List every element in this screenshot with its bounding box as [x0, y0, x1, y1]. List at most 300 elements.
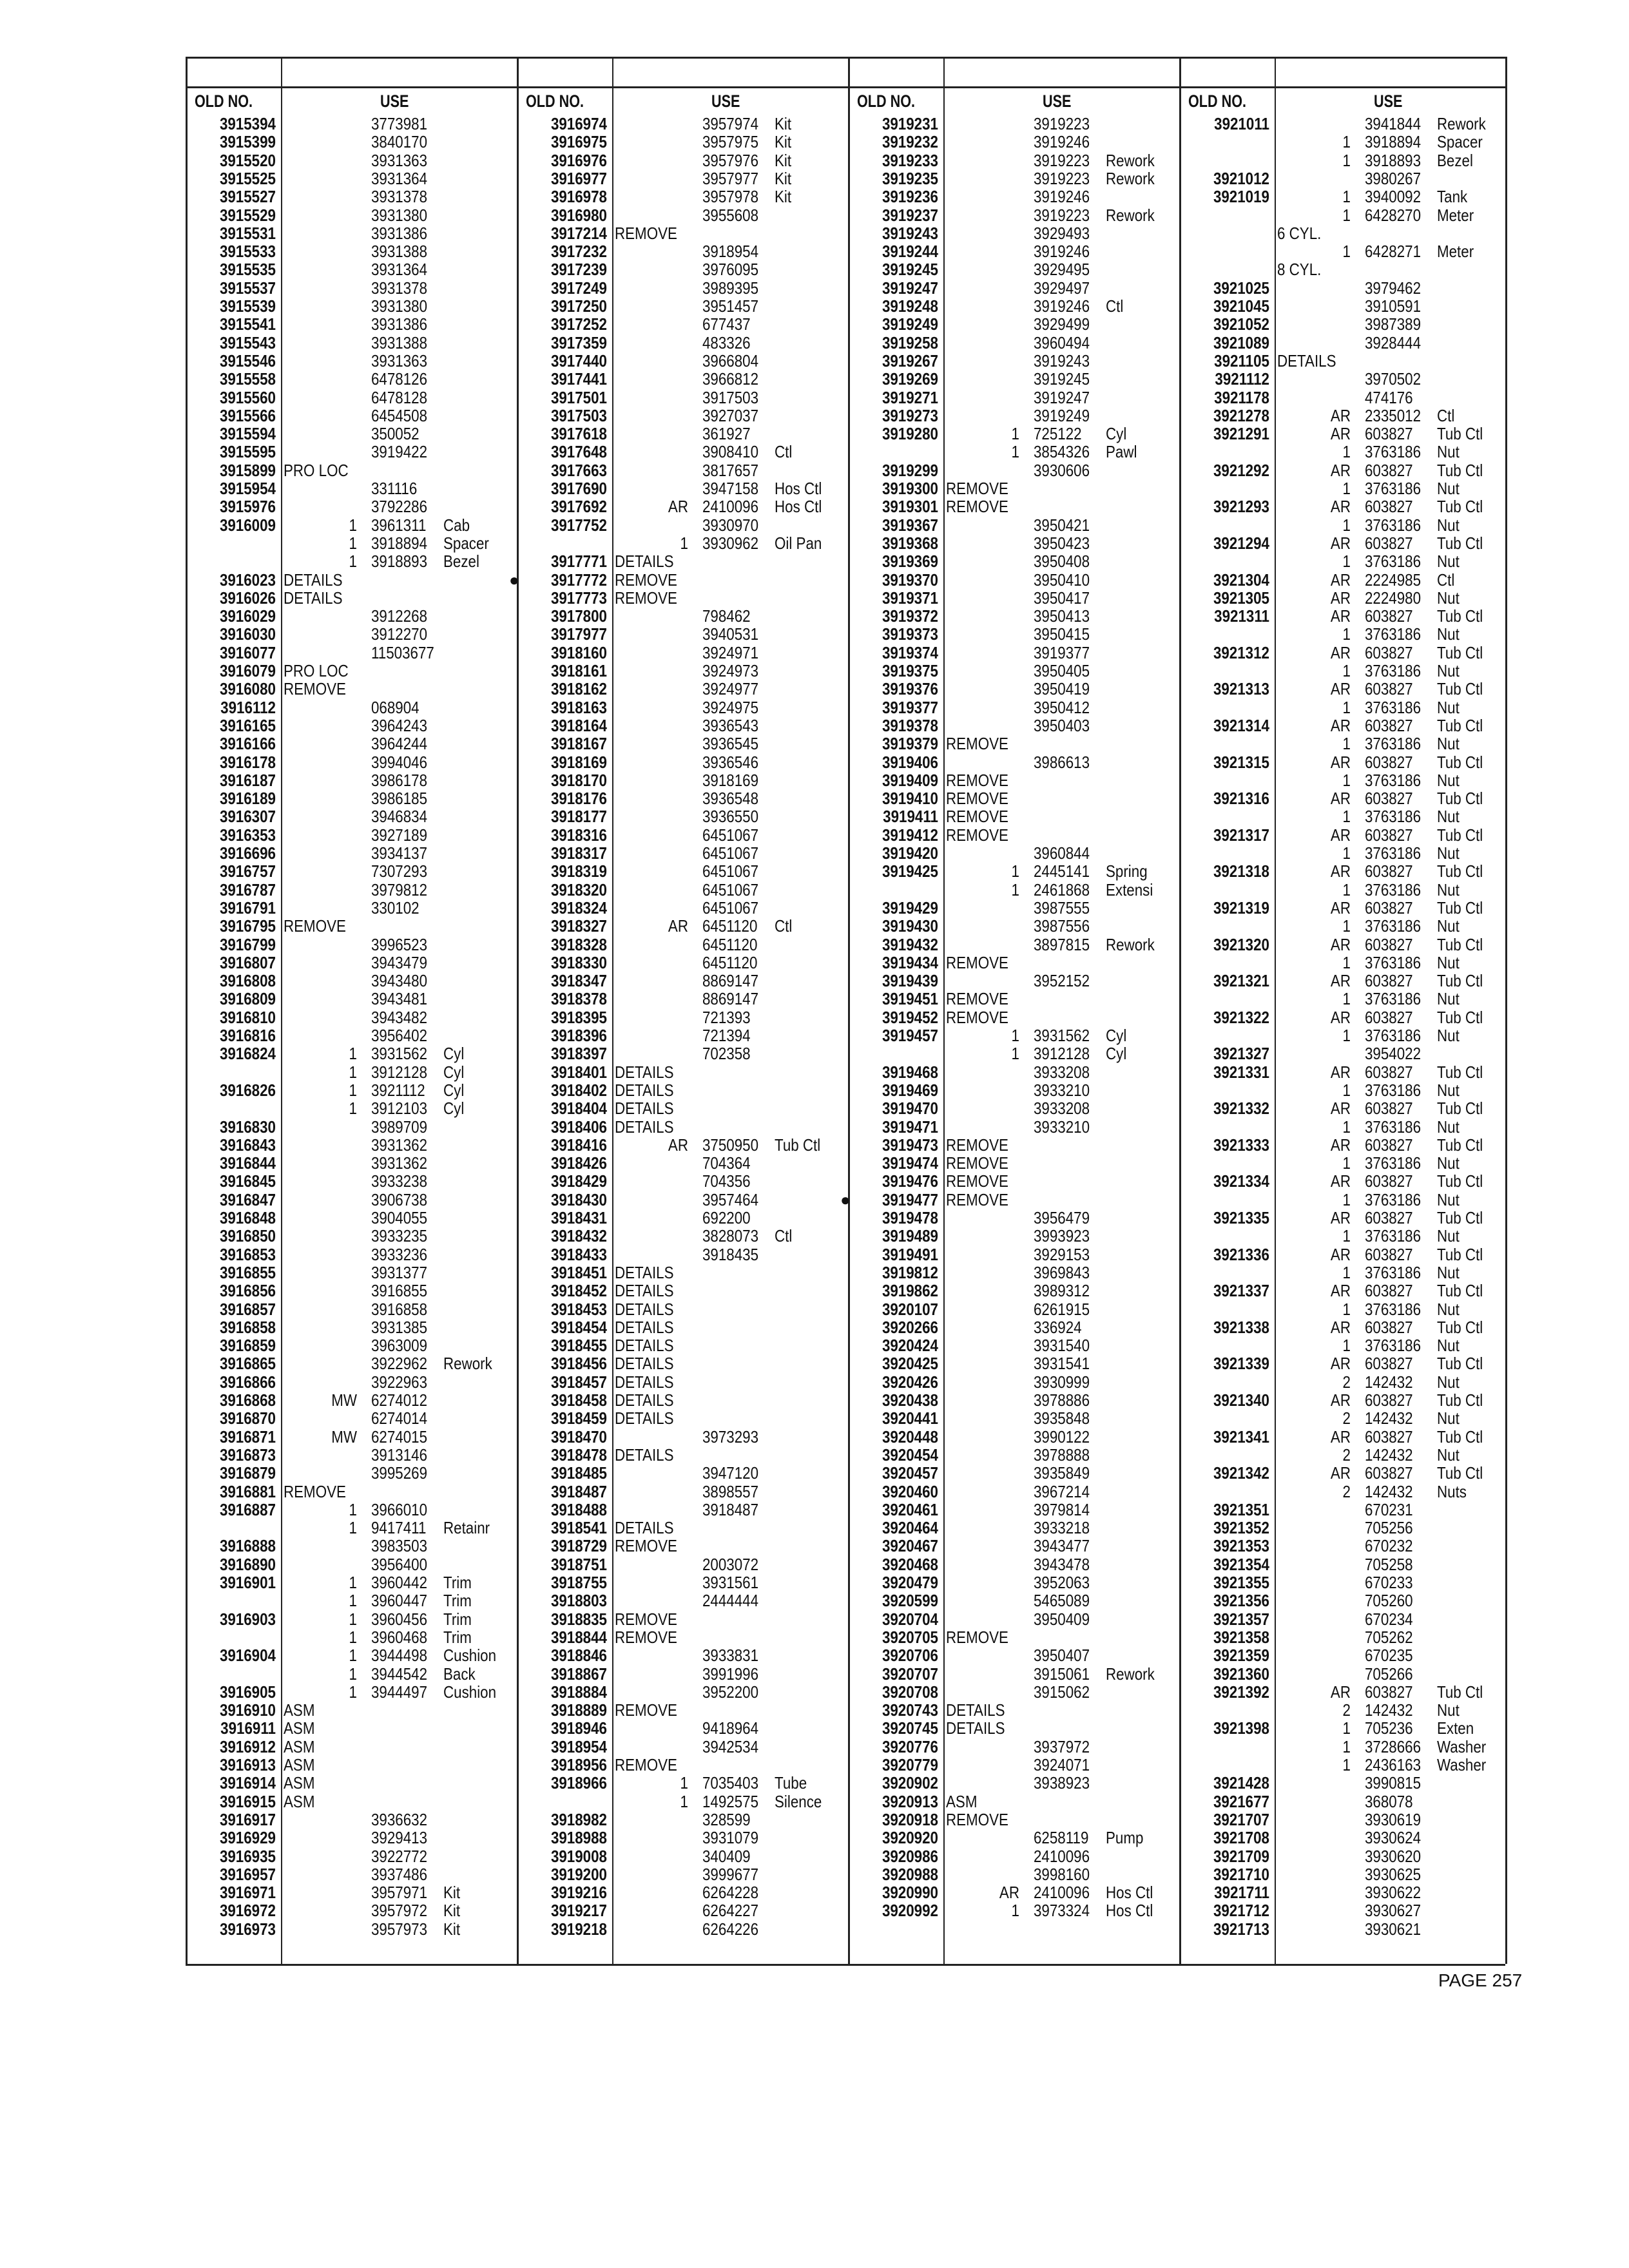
- replacement-part-number: 3950421: [1034, 515, 1090, 535]
- part-description: Cyl: [1106, 1044, 1127, 1064]
- old-part-number: 3917503: [550, 405, 607, 425]
- old-part-number: 3921294: [1213, 533, 1269, 553]
- part-description: Nut: [1437, 1299, 1460, 1319]
- old-no-header: OLD NO.: [1188, 91, 1246, 111]
- table-row: [186, 1883, 517, 1901]
- old-part-number: 3918432: [550, 1226, 607, 1246]
- old-part-number: 3919451: [882, 989, 938, 1009]
- replacement-part-number: 3763186: [1365, 1153, 1422, 1173]
- old-part-number: 3919469: [882, 1080, 938, 1100]
- old-part-number: 3916971: [219, 1883, 276, 1903]
- part-description: Washer: [1437, 1755, 1487, 1774]
- status-note: DETAILS: [284, 570, 343, 590]
- replacement-part-number: 3999677: [702, 1864, 759, 1884]
- old-part-number: 3921341: [1213, 1427, 1269, 1446]
- replacement-part-number: 670234: [1365, 1609, 1413, 1629]
- table-row: [1179, 242, 1510, 260]
- old-part-number: 3917752: [550, 515, 607, 535]
- part-description: Cyl: [443, 1062, 465, 1082]
- old-part-number: 3918956: [550, 1755, 607, 1774]
- part-description: Pawl: [1106, 442, 1137, 462]
- table-row: [186, 1483, 517, 1501]
- part-description: Tub Ctl: [1437, 1317, 1483, 1337]
- table-row: [517, 735, 848, 753]
- replacement-part-number: 721393: [702, 1007, 751, 1027]
- table-row: [517, 534, 848, 552]
- old-part-number: 3918396: [550, 1026, 607, 1045]
- replacement-part-number: 3763186: [1365, 1189, 1422, 1209]
- old-part-number: 3916077: [219, 642, 276, 662]
- table-row: [848, 133, 1179, 151]
- replacement-part-number: 2410096: [702, 497, 759, 517]
- replacement-part-number: 3912128: [371, 1062, 428, 1082]
- table-row: [848, 936, 1179, 954]
- table-row: [186, 698, 517, 716]
- table-row: [517, 1537, 848, 1555]
- quantity: AR: [1330, 752, 1351, 772]
- replacement-part-number: 721394: [702, 1026, 751, 1045]
- table-row: [186, 1008, 517, 1026]
- part-description: Nut: [1437, 843, 1460, 863]
- table-row: [186, 516, 517, 534]
- replacement-part-number: 670231: [1365, 1499, 1413, 1519]
- quantity: 1: [1342, 1736, 1351, 1756]
- replacement-part-number: 6264227: [702, 1901, 759, 1921]
- old-part-number: 3916023: [219, 570, 276, 590]
- replacement-part-number: 3936545: [702, 734, 759, 754]
- table-row: [1179, 279, 1510, 297]
- table-row: [1179, 1446, 1510, 1464]
- replacement-part-number: 3919245: [1034, 369, 1090, 389]
- table-row: [517, 753, 848, 771]
- status-note: 8 CYL.: [1277, 260, 1322, 280]
- status-note: DETAILS: [615, 1372, 674, 1392]
- part-description: Kit: [775, 150, 792, 170]
- table-row: [848, 807, 1179, 825]
- replacement-part-number: 3935848: [1034, 1408, 1090, 1428]
- old-part-number: 3919269: [882, 369, 938, 389]
- replacement-part-number: 3941844: [1365, 114, 1422, 133]
- old-part-number: 3916887: [219, 1499, 276, 1519]
- status-note: REMOVE: [946, 1007, 1008, 1027]
- table-row: [517, 954, 848, 972]
- quantity: 1: [1342, 734, 1351, 754]
- table-row: [517, 1847, 848, 1865]
- replacement-part-number: 3979812: [371, 879, 428, 899]
- status-note: DETAILS: [615, 552, 674, 572]
- replacement-part-number: 6258119: [1034, 1828, 1089, 1848]
- status-note: DETAILS: [615, 1080, 674, 1100]
- old-part-number: 3918162: [550, 679, 607, 699]
- replacement-part-number: 3996523: [371, 934, 428, 954]
- old-part-number: 3919370: [882, 570, 938, 590]
- table-row: [186, 990, 517, 1008]
- table-row: [186, 260, 517, 278]
- old-part-number: 3919478: [882, 1208, 938, 1227]
- replacement-part-number: 3913146: [371, 1445, 428, 1465]
- horizontal-rule: [186, 1964, 1505, 1966]
- old-part-number: 3919367: [882, 515, 938, 535]
- table-row: [1179, 1409, 1510, 1427]
- old-part-number: 3917252: [550, 314, 607, 334]
- table-row: [1179, 1774, 1510, 1792]
- old-part-number: 3915531: [219, 223, 276, 243]
- quantity: 1: [1342, 1026, 1351, 1045]
- table-row: [1179, 735, 1510, 753]
- table-row: [517, 990, 848, 1008]
- table-row: [517, 1646, 848, 1664]
- table-row: [186, 753, 517, 771]
- table-row: [1179, 936, 1510, 954]
- old-part-number: 3919491: [882, 1244, 938, 1264]
- old-part-number: 3919233: [882, 150, 938, 170]
- table-row: [848, 334, 1179, 352]
- part-description: Meter: [1437, 242, 1474, 262]
- status-note: REMOVE: [946, 770, 1008, 790]
- table-row: [517, 1483, 848, 1501]
- table-row: [848, 1792, 1179, 1811]
- table-row: [517, 479, 848, 497]
- old-part-number: 3916810: [219, 1007, 276, 1027]
- old-part-number: 3919301: [882, 497, 938, 517]
- part-description: Ctl: [1106, 296, 1124, 316]
- old-part-number: 3920107: [882, 1299, 938, 1319]
- table-row: [1179, 662, 1510, 680]
- old-part-number: 3921292: [1213, 460, 1269, 480]
- table-row: [186, 571, 517, 589]
- quantity: 1: [1342, 150, 1351, 170]
- quantity: 1: [349, 1682, 357, 1702]
- replacement-part-number: 3940531: [702, 624, 759, 644]
- part-description: Nut: [1437, 1117, 1460, 1137]
- quantity: 1: [1342, 442, 1351, 462]
- table-row: [186, 1774, 517, 1792]
- table-row: [848, 1044, 1179, 1062]
- part-description: Spring: [1106, 861, 1148, 881]
- old-part-number: 3916978: [550, 187, 607, 207]
- replacement-part-number: 3947120: [702, 1463, 759, 1483]
- status-note: DETAILS: [615, 1317, 674, 1337]
- quantity: 1: [1342, 205, 1351, 225]
- table-row: [1179, 1646, 1510, 1664]
- quantity: 1: [349, 1664, 357, 1684]
- table-row: [186, 1154, 517, 1172]
- old-part-number: 3918541: [550, 1518, 607, 1538]
- replacement-part-number: 8869147: [702, 971, 759, 991]
- old-part-number: 3921089: [1213, 332, 1269, 352]
- replacement-part-number: 3912270: [371, 624, 428, 644]
- replacement-part-number: 603827: [1365, 1317, 1413, 1337]
- replacement-part-number: 3763186: [1365, 515, 1422, 535]
- old-part-number: 3919862: [882, 1281, 938, 1301]
- old-part-number: 3915520: [219, 150, 276, 170]
- quantity: 1: [1011, 1901, 1019, 1921]
- part-description: Kit: [443, 1901, 461, 1921]
- replacement-part-number: 3951457: [702, 296, 759, 316]
- replacement-part-number: 3943479: [371, 952, 428, 972]
- old-part-number: 3917800: [550, 606, 607, 626]
- replacement-part-number: 3933210: [1034, 1080, 1090, 1100]
- old-part-number: 3918378: [550, 989, 607, 1009]
- table-row: [1179, 1008, 1510, 1026]
- table-row: [848, 1008, 1179, 1026]
- replacement-part-number: 3983503: [371, 1536, 428, 1556]
- table-row: [848, 1081, 1179, 1099]
- replacement-part-number: 603827: [1365, 1390, 1413, 1410]
- table-row: [1179, 389, 1510, 407]
- replacement-part-number: 3931540: [1034, 1336, 1090, 1356]
- part-description: Exten: [1437, 1718, 1474, 1738]
- quantity: 1: [349, 1044, 357, 1064]
- old-part-number: 3921707: [1213, 1809, 1269, 1829]
- old-part-number: 3916865: [219, 1354, 276, 1374]
- replacement-part-number: 3960447: [371, 1591, 428, 1611]
- quantity: AR: [1330, 1171, 1351, 1191]
- table-row: [848, 552, 1179, 570]
- replacement-part-number: 2444444: [702, 1591, 759, 1611]
- part-description: Tub Ctl: [775, 1135, 821, 1155]
- table-row: [848, 1336, 1179, 1354]
- replacement-part-number: 3950403: [1034, 715, 1090, 735]
- table-row: [848, 151, 1179, 169]
- table-row: [186, 1099, 517, 1117]
- old-part-number: 3919812: [882, 1262, 938, 1282]
- old-part-number: 3916353: [219, 825, 276, 845]
- replacement-part-number: 3919223: [1034, 205, 1090, 225]
- old-part-number: 3916929: [219, 1828, 276, 1848]
- old-part-number: 3918164: [550, 715, 607, 735]
- part-description: Pump: [1106, 1828, 1144, 1848]
- quantity: 1: [1342, 1336, 1351, 1356]
- replacement-part-number: 3978886: [1034, 1390, 1090, 1410]
- part-description: Cushion: [443, 1646, 497, 1666]
- replacement-part-number: 603827: [1365, 1244, 1413, 1264]
- table-row: [186, 862, 517, 880]
- replacement-part-number: 3943481: [371, 989, 428, 1009]
- replacement-part-number: 3930625: [1365, 1864, 1422, 1884]
- table-row: [517, 1264, 848, 1282]
- table-row: [186, 479, 517, 497]
- replacement-part-number: 9417411: [371, 1518, 427, 1538]
- replacement-part-number: 5465089: [1034, 1591, 1090, 1611]
- old-part-number: 3921052: [1213, 314, 1269, 334]
- quantity: AR: [1330, 497, 1351, 517]
- replacement-part-number: 330102: [371, 898, 419, 918]
- replacement-part-number: 603827: [1365, 1427, 1413, 1446]
- table-row: [1179, 789, 1510, 807]
- table-row: [1179, 1537, 1510, 1555]
- replacement-part-number: 3937972: [1034, 1736, 1090, 1756]
- table-row: [517, 716, 848, 735]
- table-row: [1179, 443, 1510, 461]
- part-description: Nut: [1437, 1026, 1460, 1045]
- old-part-number: 3921356: [1213, 1591, 1269, 1611]
- quantity: 2: [1342, 1700, 1351, 1720]
- table-row: [1179, 1026, 1510, 1044]
- part-description: Nut: [1437, 916, 1460, 936]
- part-description: Hos Ctl: [775, 479, 822, 498]
- part-description: Kit: [775, 168, 792, 188]
- table-row: [1179, 1920, 1510, 1938]
- old-part-number: 3916977: [550, 168, 607, 188]
- part-description: Tub Ctl: [1437, 861, 1483, 881]
- replacement-part-number: 142432: [1365, 1700, 1413, 1720]
- old-part-number: 3919473: [882, 1135, 938, 1155]
- old-part-number: 3921313: [1213, 679, 1269, 699]
- table-row: [848, 1901, 1179, 1919]
- old-part-number: 3916112: [220, 697, 276, 717]
- table-row: [848, 1719, 1179, 1737]
- part-description: Tub Ctl: [1437, 715, 1483, 735]
- table-row: [848, 279, 1179, 297]
- table-row: [517, 389, 848, 407]
- old-part-number: 3921011: [1214, 114, 1269, 133]
- table-row: [186, 1063, 517, 1081]
- old-part-number: 3920779: [882, 1755, 938, 1774]
- table-row: [517, 1245, 848, 1264]
- table-row: [517, 279, 848, 297]
- table-row: [517, 1519, 848, 1537]
- quantity: 1: [349, 1573, 357, 1592]
- old-part-number: 3920426: [882, 1372, 938, 1392]
- part-description: Rework: [1106, 934, 1155, 954]
- quantity: AR: [999, 1883, 1019, 1903]
- old-part-number: 3915899: [219, 460, 276, 480]
- part-description: Tub Ctl: [1437, 1007, 1483, 1027]
- old-part-number: 3919249: [882, 314, 938, 334]
- replacement-part-number: 603827: [1365, 1354, 1413, 1374]
- old-part-number: 3919244: [882, 242, 938, 262]
- part-description: Tub Ctl: [1437, 825, 1483, 845]
- replacement-part-number: 603827: [1365, 898, 1413, 918]
- old-part-number: 3920743: [882, 1700, 938, 1720]
- old-part-number: 3921352: [1213, 1518, 1269, 1538]
- table-row: [517, 881, 848, 899]
- table-row: [517, 1136, 848, 1154]
- replacement-part-number: 2224980: [1365, 588, 1422, 608]
- quantity: AR: [1330, 588, 1351, 608]
- old-part-number: 3921112: [1215, 369, 1269, 389]
- quantity: 1: [1342, 1718, 1351, 1738]
- table-row: [1179, 1373, 1510, 1391]
- replacement-part-number: 1492575: [702, 1791, 759, 1811]
- replacement-part-number: 798462: [702, 606, 751, 626]
- status-note: REMOVE: [284, 679, 346, 699]
- quantity: AR: [1330, 1354, 1351, 1374]
- old-part-number: 3921045: [1213, 296, 1269, 316]
- replacement-part-number: 3976095: [702, 260, 759, 280]
- replacement-part-number: 350052: [371, 424, 419, 444]
- old-part-number: 3919425: [882, 861, 938, 881]
- old-part-number: 3918160: [550, 642, 607, 662]
- quantity: 1: [1342, 1189, 1351, 1209]
- status-note: ASM: [284, 1718, 315, 1738]
- table-row: [517, 1191, 848, 1209]
- replacement-part-number: 368078: [1365, 1791, 1413, 1811]
- old-part-number: 3918397: [550, 1044, 607, 1064]
- replacement-part-number: 3924973: [702, 661, 759, 680]
- replacement-part-number: 3933208: [1034, 1062, 1090, 1082]
- old-part-number: 3918176: [550, 789, 607, 809]
- table-row: [848, 1865, 1179, 1883]
- old-part-number: 3919231: [882, 114, 938, 133]
- old-part-number: 3918954: [550, 1736, 607, 1756]
- table-row: [848, 1227, 1179, 1245]
- status-note: REMOVE: [615, 1755, 677, 1774]
- replacement-part-number: 142432: [1365, 1408, 1413, 1428]
- old-part-number: 3918401: [550, 1062, 607, 1082]
- table-row: [1179, 1847, 1510, 1865]
- table-row: [1179, 1209, 1510, 1227]
- replacement-part-number: 3947158: [702, 479, 759, 498]
- old-part-number: 3919245: [882, 260, 938, 280]
- quantity: 1: [1342, 1299, 1351, 1319]
- replacement-part-number: 3763186: [1365, 1226, 1422, 1246]
- part-description: Tub Ctl: [1437, 1682, 1483, 1702]
- old-part-number: 3916853: [219, 1244, 276, 1264]
- replacement-part-number: 3922772: [371, 1846, 428, 1866]
- table-row: [848, 862, 1179, 880]
- replacement-part-number: 3943480: [371, 971, 428, 991]
- table-row: [848, 1428, 1179, 1446]
- replacement-part-number: 603827: [1365, 424, 1413, 444]
- replacement-part-number: 3906738: [371, 1189, 428, 1209]
- table-row: [848, 1573, 1179, 1591]
- table-row: [517, 807, 848, 825]
- table-row: [848, 1738, 1179, 1756]
- replacement-part-number: 3763186: [1365, 879, 1422, 899]
- replacement-part-number: 3943482: [371, 1007, 428, 1027]
- replacement-part-number: 3930624: [1365, 1828, 1422, 1848]
- replacement-part-number: 9418964: [702, 1718, 759, 1738]
- old-part-number: 3920454: [882, 1445, 938, 1465]
- table-row: [848, 1282, 1179, 1300]
- old-part-number: 3919379: [882, 734, 938, 754]
- replacement-part-number: 3828073: [702, 1226, 759, 1246]
- old-part-number: 3918324: [550, 898, 607, 918]
- replacement-part-number: 3937486: [371, 1864, 428, 1884]
- replacement-part-number: 3931364: [371, 168, 428, 188]
- quantity: AR: [1330, 405, 1351, 425]
- table-row: [1179, 716, 1510, 735]
- replacement-part-number: 3970502: [1365, 369, 1422, 389]
- old-part-number: 3921334: [1213, 1171, 1269, 1191]
- table-row: [848, 425, 1179, 443]
- old-part-number: 3920706: [882, 1646, 938, 1666]
- replacement-part-number: 3854326: [1034, 442, 1090, 462]
- replacement-part-number: 3966804: [702, 351, 759, 370]
- replacement-part-number: 3763186: [1365, 442, 1422, 462]
- table-row: [186, 1811, 517, 1829]
- replacement-part-number: 3763186: [1365, 1080, 1422, 1100]
- replacement-part-number: 3919243: [1034, 351, 1090, 370]
- table-row: [186, 1865, 517, 1883]
- old-part-number: 3918327: [550, 916, 607, 936]
- old-part-number: 3916080: [219, 679, 276, 699]
- replacement-part-number: 3957974: [702, 114, 759, 133]
- table-row: [186, 370, 517, 388]
- replacement-part-number: 3950417: [1034, 588, 1090, 608]
- replacement-part-number: 3919246: [1034, 242, 1090, 262]
- table-row: [517, 1282, 848, 1300]
- replacement-part-number: 6451067: [702, 861, 759, 881]
- table-row: [517, 1573, 848, 1591]
- replacement-part-number: 603827: [1365, 752, 1413, 772]
- old-part-number: 3916026: [219, 588, 276, 608]
- part-description: Rework: [1106, 168, 1155, 188]
- quantity: 1: [1342, 624, 1351, 644]
- quantity: 2: [1342, 1408, 1351, 1428]
